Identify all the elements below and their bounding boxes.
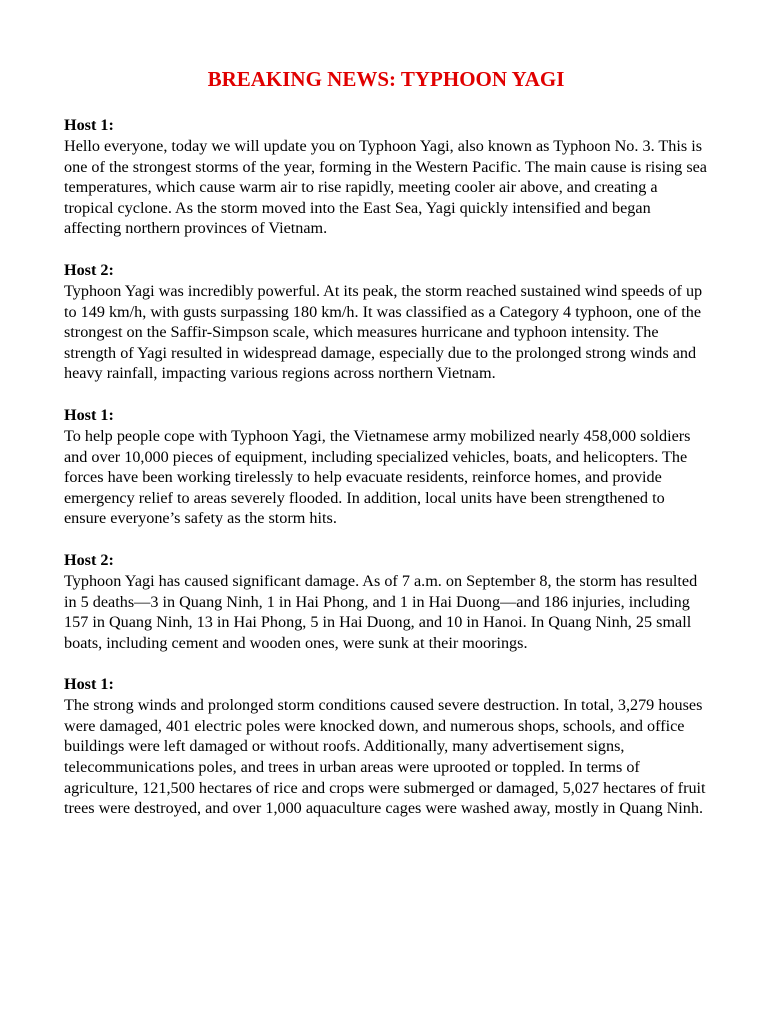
- document-title: BREAKING NEWS: TYPHOON YAGI: [207, 67, 565, 91]
- dialogue-paragraph: Hello everyone, today we will update you on Typhoon Yagi, also known as Typhoon No. 3. This is one of the strongest storms of the year, forming in the Western Pacific. The main cause is rising sea temperatures, which cause warm air to rise rapidly, meeting cooler air above, and creating a tropical cyclone. As the storm moved into the East Sea, Yagi quickly intensified and began affecting northern provinces of Vietnam.: [64, 137, 707, 238]
- dialogue-paragraph: The strong winds and prolonged storm conditions caused severe destruction. In total, 3,279 houses were damaged, 401 electric poles were knocked down, and numerous shops, schools, and office buildings were left damaged or without roofs. Additionally, many advertisement signs, telecommunications poles, and trees in urban areas were uprooted or toppled. In terms of agriculture, 121,500 hectares of rice and crops were submerged or damaged, 5,027 hectares of fruit trees were destroyed, and over 1,000 aquaculture cages were washed away, mostly in Quang Ninh.: [64, 696, 706, 818]
- speaker-label: Host 2:: [64, 550, 114, 569]
- dialogue-section-4: [64, 550, 708, 653]
- dialogue-section-1: [64, 115, 708, 239]
- document-page: [64, 64, 708, 840]
- speaker-label: Host 2:: [64, 260, 114, 279]
- speaker-label: Host 1:: [64, 675, 114, 694]
- dialogue-section-5: [64, 674, 708, 819]
- dialogue-section-3: [64, 405, 708, 529]
- dialogue-paragraph: Typhoon Yagi has caused significant damage. As of 7 a.m. on September 8, the storm has resulted in 5 deaths—3 in Quang Ninh, 1 in Hai Phong, and 1 in Hai Duong—and 186 injuries, including 157 in Quang Ninh, 13 in Hai Phong, 5 in Hai Duong, and 10 in Hanoi. In Quang Ninh, 25 small boats, including cement and wooden ones, were sunk at their moorings.: [64, 571, 698, 652]
- speaker-label: Host 1:: [64, 116, 114, 134]
- dialogue-paragraph: Typhoon Yagi was incredibly powerful. At its peak, the storm reached sustained wind speeds of up to 149 km/h, with gusts surpassing 180 km/h. It was classified as a Category 4 typhoon, one of the strongest on the Saffir-Simpson scale, which measures hurricane and typhoon intensity. The strength of Yagi resulted in widespread damage, especially due to the prolonged strong winds and heavy rainfall, impacting various regions across northern Vietnam.: [64, 281, 703, 383]
- dialogue-paragraph: To help people cope with Typhoon Yagi, the Vietnamese army mobilized nearly 458,000 soldiers and over 10,000 pieces of equipment, including specialized vehicles, boats, and helicopters. The forces have been working tirelessly to help evacuate residents, reinforce homes, and provide emergency relief to areas severely flooded. In addition, local units have been strengthened to ensure everyone’s safety as the storm hits.: [64, 426, 691, 528]
- dialogue-section-2: [64, 260, 708, 384]
- speaker-label: Host 1:: [64, 405, 114, 424]
